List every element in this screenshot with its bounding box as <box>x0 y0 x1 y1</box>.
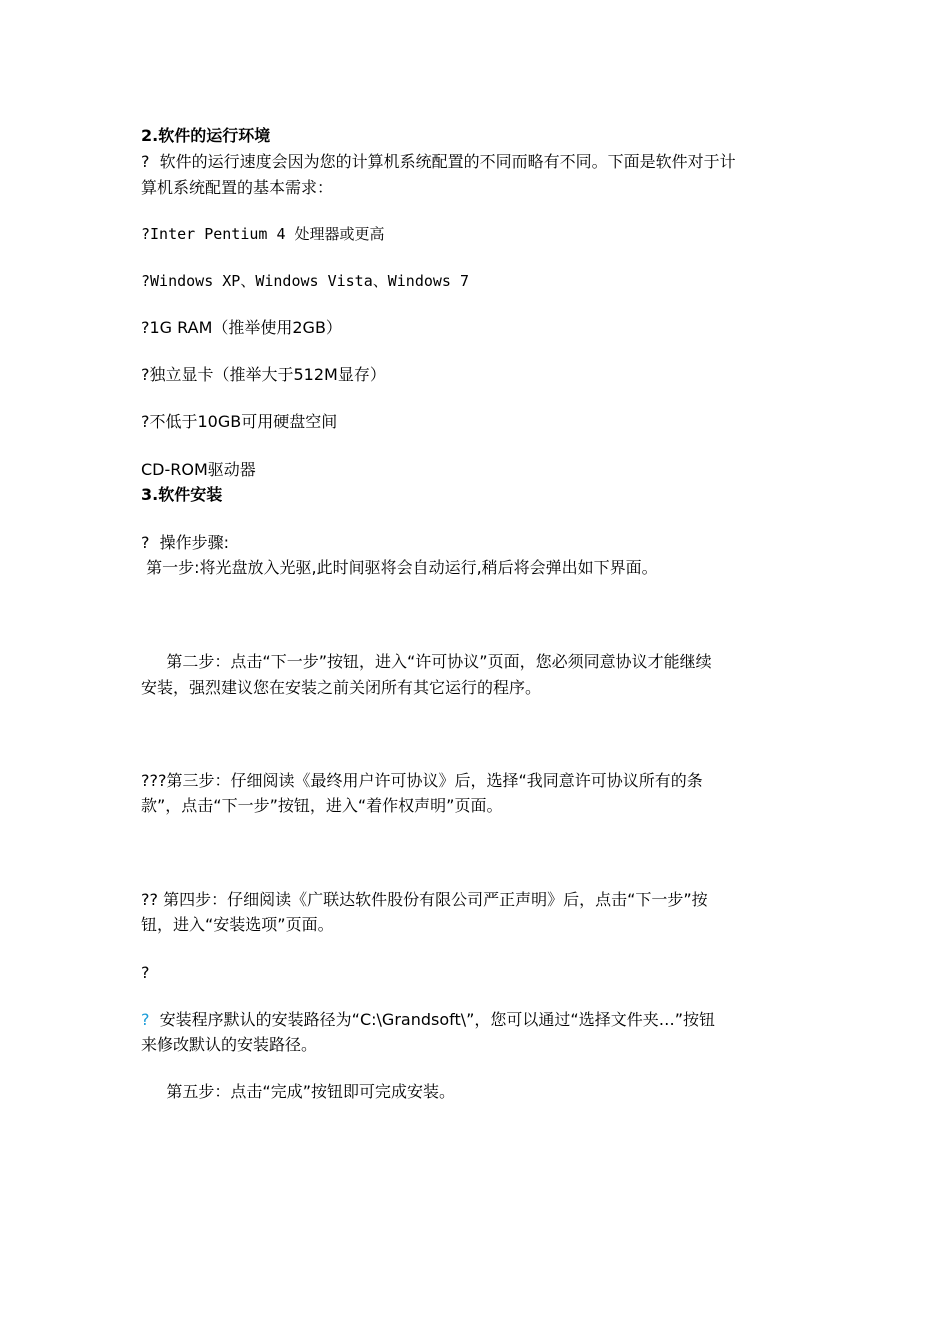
step-2-line-2: 安装，强烈建议您在安装之前关闭所有其它运行的程序。 <box>141 678 542 697</box>
step-1: 第一步:将光盘放入光驱,此时间驱将会自动运行,稍后将会弹出如下界面。 <box>141 558 658 577</box>
requirement-ram: ?1G RAM（推举使用2GB） <box>141 318 342 337</box>
requirement-gpu: ?独立显卡（推举大于512M显存） <box>141 365 386 384</box>
install-path-line-1 <box>141 1010 715 1030</box>
step-4-line-2: 钮，进入“安装选项”页面。 <box>141 915 334 934</box>
step-5: 第五步：点击“完成”按钮即可完成安装。 <box>141 1082 456 1101</box>
section-2-intro-line-1: ? 软件的运行速度会因为您的计算机系统配置的不同而略有不同。下面是软件对于计 <box>141 152 736 171</box>
install-path-text: 安装程序默认的安装路径为“C:\Grandsoft\”，您可以通过“选择文件夹…”按钮 <box>149 1010 716 1029</box>
requirement-cdrom: CD-ROM驱动器 <box>141 460 256 479</box>
requirement-disk: ?不低于10GB可用硬盘空间 <box>141 412 338 431</box>
step-4-line-1: ?? 第四步：仔细阅读《广联达软件股份有限公司严正声明》后，点击“下一步”按 <box>141 890 708 909</box>
section-2-intro-line-2: 算机系统配置的基本需求： <box>141 178 334 197</box>
section-3-heading: 3.软件安装 <box>141 485 223 504</box>
section-2-heading: 2.软件的运行环境 <box>141 126 271 145</box>
requirement-cpu: ?Inter Pentium 4 处理器或更高 <box>141 225 385 243</box>
step-2-line-1: 第二步：点击“下一步”按钮，进入“许可协议”页面，您必须同意协议才能继续 <box>141 652 712 671</box>
steps-label: ? 操作步骤: <box>141 533 230 552</box>
bullet-mark: ? <box>141 1010 150 1029</box>
step-3-line-1: ???第三步：仔细阅读《最终用户许可协议》后，选择“我同意许可协议所有的条 <box>141 771 703 790</box>
install-path-line-2: 来修改默认的安装路径。 <box>141 1035 318 1054</box>
step-3-line-2: 款”，点击“下一步”按钮，进入“着作权声明”页面。 <box>141 796 503 815</box>
requirement-os: ?Windows XP、Windows Vista、Windows 7 <box>141 272 470 290</box>
lone-question-mark: ? <box>141 963 150 982</box>
